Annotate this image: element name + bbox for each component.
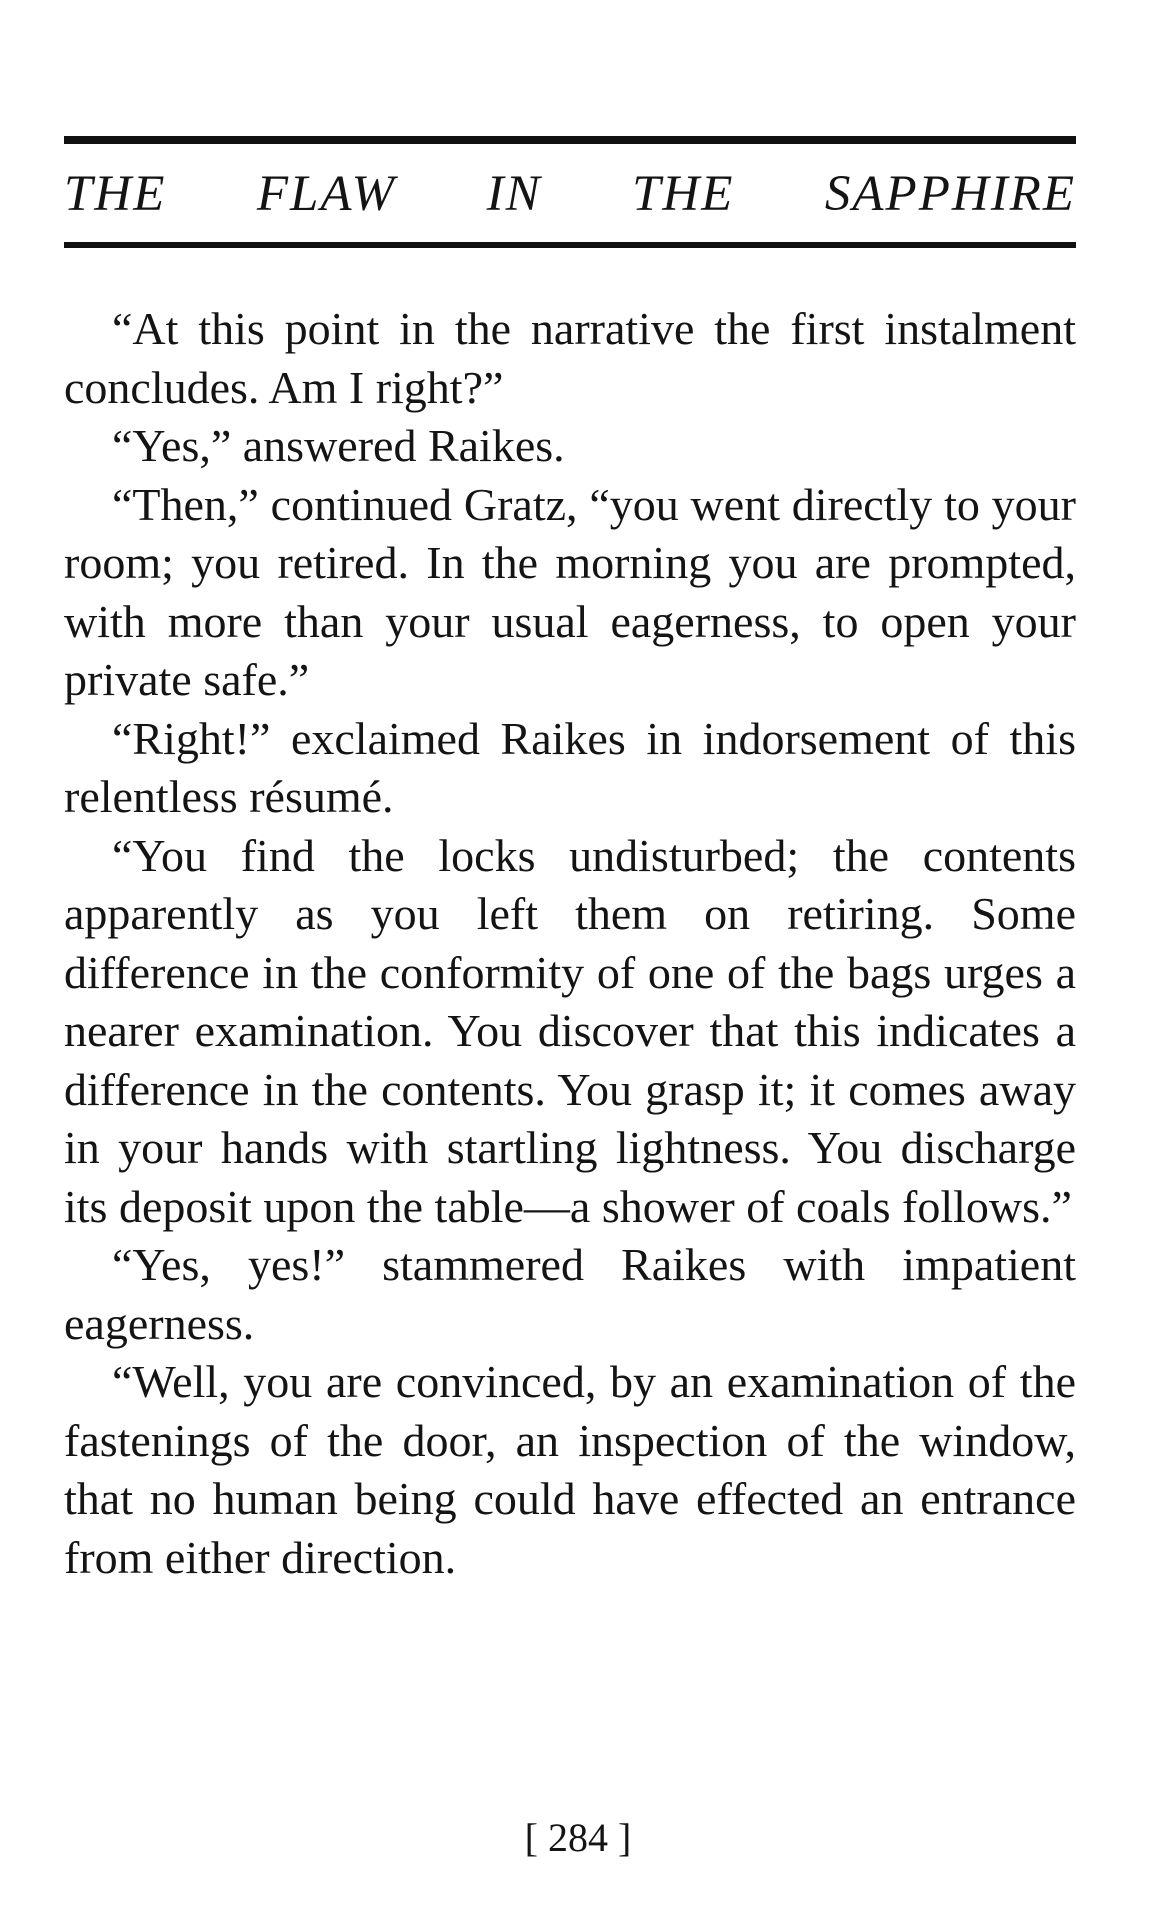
paragraph: “At this point in the narrative the first instalment concludes. Am I right?” (64, 303, 1076, 413)
paragraph: “Yes,” answered Raikes. (112, 420, 565, 471)
page-number: [ 284 ] (524, 1815, 632, 1860)
paragraph: “Then,” continued Gratz, “you went directly to your room; you retired. In the morning you are prompted, with more than your usual eagerness, to open your private safe.” (64, 478, 1076, 705)
body-text (64, 300, 1076, 1587)
paragraph: “Well, you are convinced, by an examination of the fastenings of the door, an inspection of the window, that no human being could have effected an entrance from either direction. (64, 1356, 1076, 1583)
paragraph: “Yes, yes!” stammered Raikes with impatient eagerness. (64, 1239, 1076, 1349)
header-rule-top (64, 136, 1076, 144)
paragraph: “You find the locks undisturbed; the contents apparently as you left them on retiring. Some difference in the conformity of one of the bags urges a nearer examination. You discover that this indicates a difference in the contents. You grasp it; it comes away in your hands with startling lightness. You discharge its deposit upon the table—a shower of coals follows.” (64, 829, 1076, 1232)
paragraph: “Right!” exclaimed Raikes in indorsement of this relentless résumé. (64, 712, 1076, 822)
header-rule-bottom (64, 242, 1076, 248)
running-head: THE FLAW IN THE SAPPHIRE (64, 166, 1076, 222)
